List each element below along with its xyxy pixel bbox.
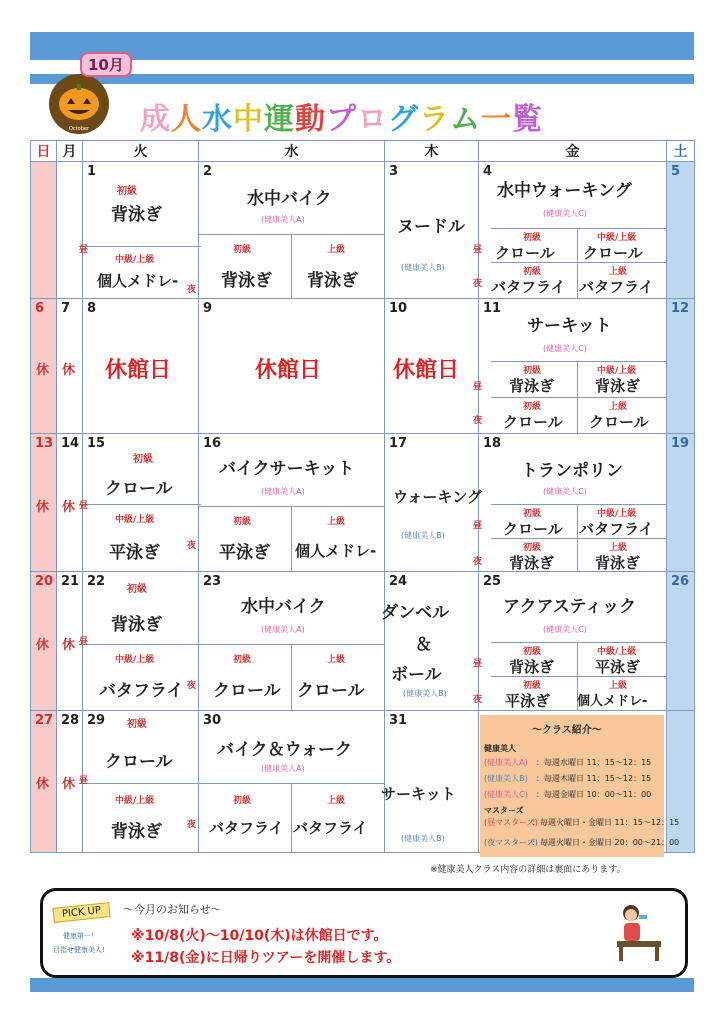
- weekday-tue: 火: [83, 141, 199, 162]
- page-title: [140, 94, 543, 138]
- day-28: 28 休: [57, 711, 83, 853]
- weekday-thu: 木: [385, 141, 479, 162]
- day-15: 15 初級 クロール 中級/上級 平泳ぎ 昼 夜: [83, 434, 199, 572]
- class-info: ～クラス紹介～ 健康美人 (健康美人A) ：毎週水曜日 11：15～12：15 (健康美人B) ：毎週木曜日 11：15～12：15 (健康美人C) ：毎週金曜日 10：00～11：00 マスターズ (昼マスターズ) ：毎週火曜日・金曜日 11：15～12：15 (夜マスターズ) ：毎週火曜日・金曜日 20：00～21：00: [480, 715, 664, 857]
- notice-2: ※11/8(金)に日帰りツアーを開催します。: [131, 950, 401, 966]
- title-char: ム: [450, 102, 481, 137]
- day-12: 12: [667, 299, 695, 434]
- bottom-band: [30, 978, 694, 992]
- weekday-fri: 金: [479, 141, 667, 162]
- weekday-sat: 土: [667, 141, 695, 162]
- day-26: 26: [667, 572, 695, 711]
- day-5: 5: [667, 162, 695, 299]
- day-25: 25 アクアスティック (健康美人C) 初級 中級/上級 背泳ぎ 平泳ぎ 初級 上級 平泳ぎ 個人メドレ- 昼 夜: [479, 572, 667, 711]
- day-16: 16 バイクサーキット (健康美人A) 初級 上級 平泳ぎ 個人メドレ-: [199, 434, 385, 572]
- month-badge: 10月: [80, 52, 132, 77]
- day-6: 6 休: [31, 299, 57, 434]
- day-19: 19: [667, 434, 695, 572]
- day-14: 14 休: [57, 434, 83, 572]
- pickup-box: [40, 888, 688, 978]
- pickup-sub1: 健康第一！: [63, 932, 98, 940]
- day-27: 27 休: [31, 711, 57, 853]
- weekday-sun: 日: [31, 141, 57, 162]
- swimmer-icon: [609, 901, 669, 965]
- title-char: ロ: [357, 102, 388, 137]
- title-char: グ: [388, 102, 419, 137]
- pickup-badge: PICK UP: [52, 902, 110, 923]
- title-char: ラ: [419, 102, 450, 137]
- day-13: 13 休: [31, 434, 57, 572]
- day-empty-sun: [31, 162, 57, 299]
- day-2: 2 水中バイク (健康美人A) 初級 上級 背泳ぎ 背泳ぎ: [199, 162, 385, 299]
- october-label: October: [68, 126, 90, 132]
- day-30: 30 バイク＆ウォーク (健康美人A) 初級 上級 バタフライ バタフライ: [199, 711, 385, 853]
- day-29: 29 初級 クロール 中級/上級 背泳ぎ 昼 夜: [83, 711, 199, 853]
- top-band-thin: [30, 74, 694, 84]
- day-22: 22 初級 背泳ぎ 中級/上級 バタフライ 昼 夜: [83, 572, 199, 711]
- day-24: 24 ダンベル ＆ ボール (健康美人B): [385, 572, 479, 711]
- day-23: 23 水中バイク (健康美人A) 初級 上級 クロール クロール: [199, 572, 385, 711]
- notice-1: ※10/8(火)～10/10(木)は休館日です。: [131, 928, 388, 944]
- day-21: 21 休: [57, 572, 83, 711]
- title-char: 一: [481, 102, 512, 137]
- day-9: 9 休館日: [199, 299, 385, 434]
- title-char: 成: [140, 102, 171, 137]
- day-10: 10 休館日: [385, 299, 479, 434]
- title-char: 動: [295, 102, 326, 137]
- day-11: 11 サーキット (健康美人C) 初級 中級/上級 背泳ぎ 背泳ぎ 初級 上級 クロール クロール 昼 夜: [479, 299, 667, 434]
- day-31: 31 サーキット (健康美人B): [385, 711, 479, 853]
- title-char: 人: [171, 102, 202, 137]
- day-8: 8 休館日: [83, 299, 199, 434]
- day-18: 18 トランポリン (健康美人C) 初級 中級/上級 クロール バタフライ 初級 上級 背泳ぎ 背泳ぎ 昼 夜: [479, 434, 667, 572]
- footnote: ※健康美人クラス内容の詳細は裏面にあります。: [430, 865, 626, 875]
- title-char: 水: [202, 102, 233, 137]
- day-empty-mon: [57, 162, 83, 299]
- day-7: 7 休: [57, 299, 83, 434]
- title-char: 中: [233, 102, 264, 137]
- weekday-mon: 月: [57, 141, 83, 162]
- day-4: 4 水中ウォーキング (健康美人C) 初級 中級/上級 クロール クロール 初級 上級 バタフライ バタフライ 昼 夜: [479, 162, 667, 299]
- day-3: 3 ヌードル (健康美人B): [385, 162, 479, 299]
- title-char: プ: [326, 102, 357, 137]
- title-char: 覧: [512, 102, 543, 137]
- day-empty-sat: [667, 711, 695, 853]
- weekday-wed: 水: [199, 141, 385, 162]
- pickup-sub2: 目指せ健康美人!: [53, 946, 105, 954]
- title-char: 運: [264, 102, 295, 137]
- day-20: 20 休: [31, 572, 57, 711]
- pickup-heading: ～今月のお知らせ～: [123, 903, 222, 916]
- day-17: 17 ウォーキング (健康美人B): [385, 434, 479, 572]
- day-1: 1 初級 背泳ぎ 中級/上級 個人メドレ- 昼 夜: [83, 162, 199, 299]
